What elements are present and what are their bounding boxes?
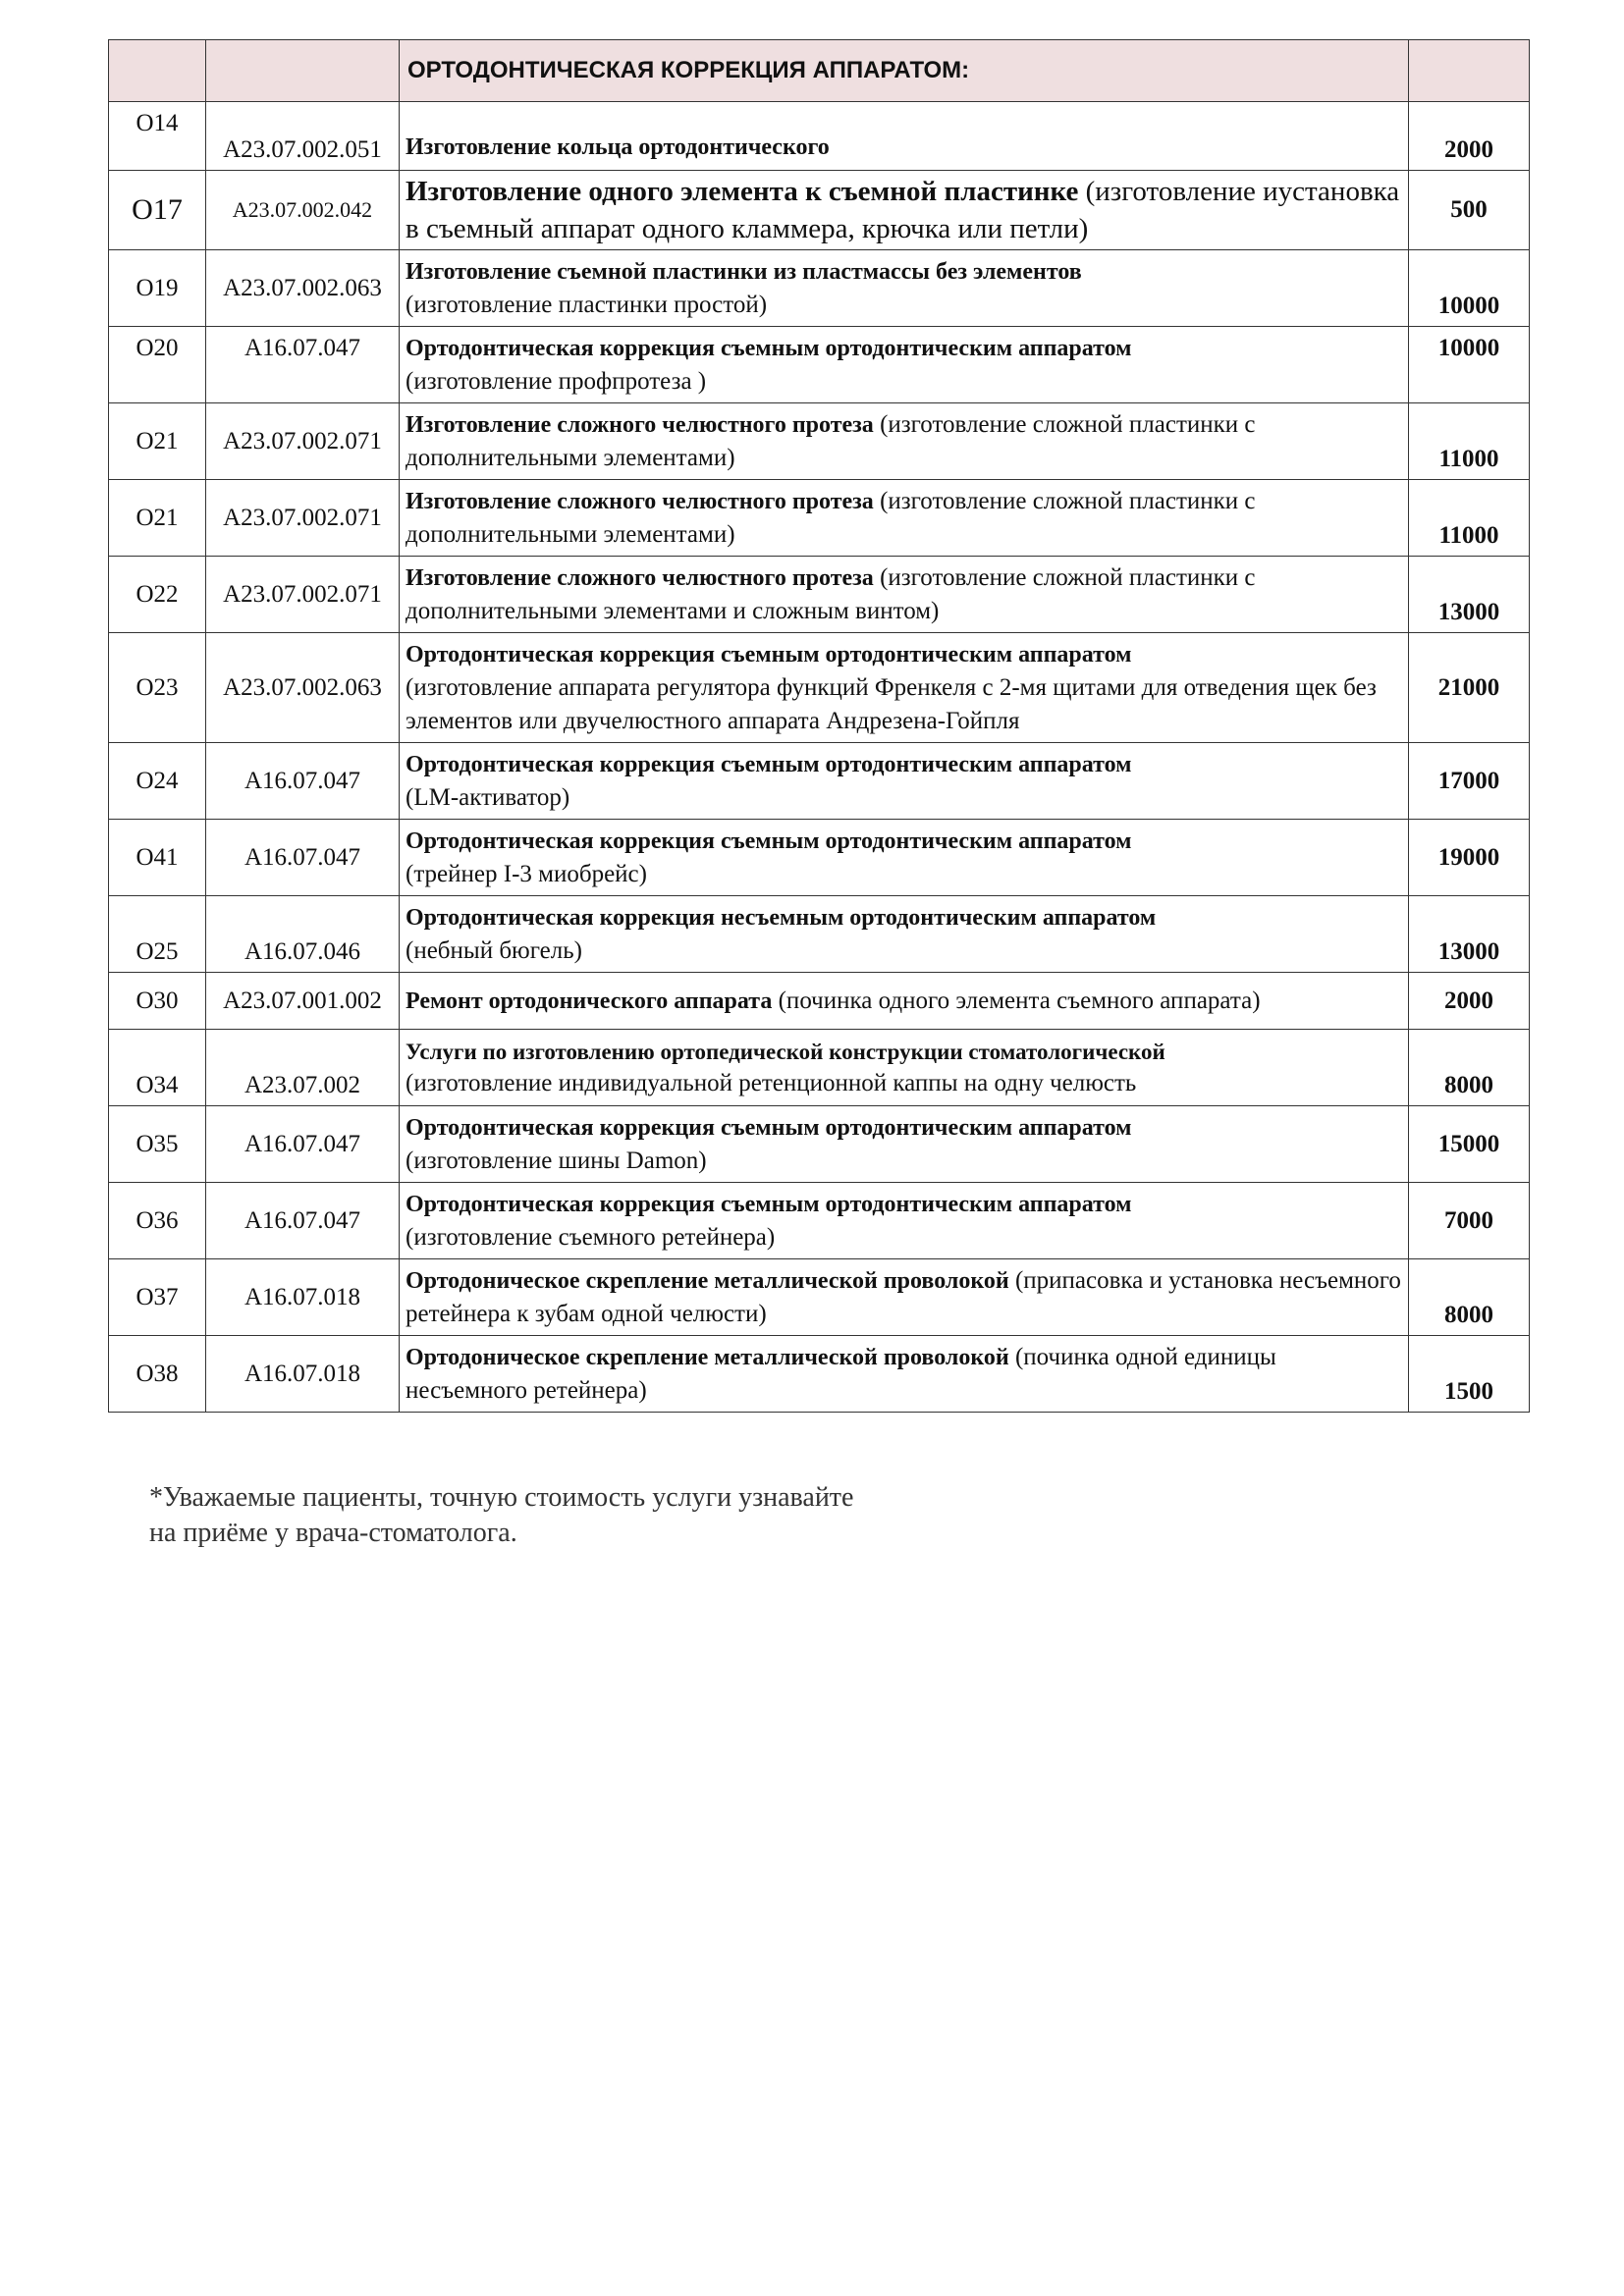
service-article: А23.07.002.071 — [206, 557, 400, 633]
service-price: 15000 — [1409, 1106, 1530, 1183]
service-price: 10000 — [1409, 327, 1530, 403]
service-title: Ортодонтическая коррекция съемным ортодонтическим аппаратом — [406, 1191, 1132, 1217]
table-row — [109, 973, 1530, 1030]
service-description — [400, 1336, 1409, 1413]
service-note: (изготовление иустановка в съемный аппарат одного кламмера, крючка или петли) — [406, 176, 1400, 244]
service-description — [400, 102, 1409, 171]
service-code: О17 — [109, 171, 206, 250]
service-title: Изготовление съемной пластинки из пластмассы без элементов — [406, 258, 1082, 285]
service-code: О21 — [109, 480, 206, 557]
table-row — [109, 896, 1530, 973]
service-title: Ортодонтическая коррекция несъемным ортодонтическим аппаратом — [406, 904, 1157, 931]
service-title: Услуги по изготовлению ортопедической конструкции стоматологической — [406, 1040, 1165, 1064]
service-description — [400, 557, 1409, 633]
table-row — [109, 1336, 1530, 1413]
table-row — [109, 1106, 1530, 1183]
service-article: А23.07.002 — [206, 1030, 400, 1106]
footnote-line-2: на приёме у врача-стоматолога. — [149, 1518, 517, 1548]
table-row — [109, 820, 1530, 896]
service-article: А23.07.002.071 — [206, 480, 400, 557]
service-description — [400, 820, 1409, 896]
service-note: (изготовление индивидуальной ретенционной каппы на одну челюсть — [406, 1070, 1137, 1096]
service-note: (изготовление сложной пластинки с дополнительными элементами) — [406, 487, 1256, 548]
service-article: А16.07.047 — [206, 743, 400, 820]
table-row — [109, 1030, 1530, 1106]
service-code: О19 — [109, 250, 206, 327]
service-article: А16.07.047 — [206, 1106, 400, 1183]
service-note: (припасовка и установка несъемного ретейнера к зубам одной челюсти) — [406, 1266, 1401, 1327]
service-title: Изготовление одного элемента к съемной пластинке — [406, 176, 1079, 207]
service-note: (трейнер I-3 миобрейс) — [406, 860, 647, 887]
service-note: (починка одной единицы несъемного ретейнера) — [406, 1343, 1276, 1404]
table-row — [109, 633, 1530, 743]
service-title: Ортодоническое скрепление металлической проволокой — [406, 1267, 1009, 1294]
service-description — [400, 1183, 1409, 1259]
header-cell-code — [109, 40, 206, 102]
service-price: 17000 — [1409, 743, 1530, 820]
table-row — [109, 743, 1530, 820]
service-code: О37 — [109, 1259, 206, 1336]
footnote — [149, 1480, 853, 1551]
service-title: Изготовление сложного челюстного протеза — [406, 411, 874, 438]
service-price: 2000 — [1409, 973, 1530, 1030]
service-price: 2000 — [1409, 102, 1530, 171]
service-description — [400, 1259, 1409, 1336]
service-note: (изготовление шины Damon) — [406, 1147, 707, 1174]
service-article: А23.07.001.002 — [206, 973, 400, 1030]
service-note: (небный бюгель) — [406, 936, 582, 964]
service-note: (изготовление сложной пластинки с дополнительными элементами) — [406, 410, 1256, 471]
service-price: 19000 — [1409, 820, 1530, 896]
service-code: О14 — [109, 102, 206, 171]
service-price: 13000 — [1409, 896, 1530, 973]
service-description — [400, 403, 1409, 480]
service-article: А16.07.018 — [206, 1259, 400, 1336]
service-description — [400, 171, 1409, 250]
service-price: 8000 — [1409, 1030, 1530, 1106]
table-row — [109, 1259, 1530, 1336]
service-price: 7000 — [1409, 1183, 1530, 1259]
service-description — [400, 896, 1409, 973]
service-note: (починка одного элемента съемного аппарата) — [772, 987, 1261, 1014]
service-title: Ортодоническое скрепление металлической проволокой — [406, 1344, 1009, 1370]
service-article: А16.07.047 — [206, 820, 400, 896]
service-description — [400, 1106, 1409, 1183]
service-price: 11000 — [1409, 480, 1530, 557]
table-row — [109, 327, 1530, 403]
table-row — [109, 557, 1530, 633]
service-title: Изготовление сложного челюстного протеза — [406, 564, 874, 591]
service-article: А23.07.002.042 — [206, 171, 400, 250]
service-title: Ортодонтическая коррекция съемным ортодонтическим аппаратом — [406, 335, 1132, 361]
table-row — [109, 102, 1530, 171]
service-article: А23.07.002.063 — [206, 633, 400, 743]
service-code: О21 — [109, 403, 206, 480]
service-code: О24 — [109, 743, 206, 820]
service-note: (изготовление сложной пластинки с дополнительными элементами и сложным винтом) — [406, 563, 1256, 624]
service-article: А23.07.002.063 — [206, 250, 400, 327]
service-code: О22 — [109, 557, 206, 633]
service-article: А23.07.002.051 — [206, 102, 400, 171]
table-row — [109, 403, 1530, 480]
service-price: 13000 — [1409, 557, 1530, 633]
service-description — [400, 250, 1409, 327]
section-title: ОРТОДОНТИЧЕСКАЯ КОРРЕКЦИЯ АППАРАТОМ: — [400, 40, 1409, 102]
service-article: А16.07.047 — [206, 327, 400, 403]
table-row — [109, 250, 1530, 327]
service-note: (изготовление съемного ретейнера) — [406, 1223, 776, 1251]
service-code: О25 — [109, 896, 206, 973]
service-code: О36 — [109, 1183, 206, 1259]
service-code: О38 — [109, 1336, 206, 1413]
service-price: 21000 — [1409, 633, 1530, 743]
service-code: О34 — [109, 1030, 206, 1106]
service-price: 8000 — [1409, 1259, 1530, 1336]
service-title: Изготовление сложного челюстного протеза — [406, 488, 874, 514]
service-article: А16.07.047 — [206, 1183, 400, 1259]
service-title: Ортодонтическая коррекция съемным ортодонтическим аппаратом — [406, 751, 1132, 777]
table-header-row — [109, 40, 1530, 102]
service-description — [400, 480, 1409, 557]
service-description — [400, 1030, 1409, 1106]
service-article: А23.07.002.071 — [206, 403, 400, 480]
service-article: А16.07.046 — [206, 896, 400, 973]
table-row — [109, 171, 1530, 250]
service-title: Ремонт ортодонического аппарата — [406, 988, 773, 1014]
footnote-line-1: *Уважаемые пациенты, точную стоимость услуги узнавайте — [149, 1482, 854, 1513]
service-description — [400, 743, 1409, 820]
service-title: Ортодонтическая коррекция съемным ортодонтическим аппаратом — [406, 828, 1132, 854]
service-title: Изготовление кольца ортодонтического — [406, 134, 830, 160]
service-code: О35 — [109, 1106, 206, 1183]
service-price: 1500 — [1409, 1336, 1530, 1413]
service-article: А16.07.018 — [206, 1336, 400, 1413]
service-code: О30 — [109, 973, 206, 1030]
service-price: 10000 — [1409, 250, 1530, 327]
service-description — [400, 973, 1409, 1030]
header-cell-price — [1409, 40, 1530, 102]
service-code: О41 — [109, 820, 206, 896]
price-table — [108, 39, 1530, 1413]
service-price: 11000 — [1409, 403, 1530, 480]
service-code: О23 — [109, 633, 206, 743]
service-description — [400, 633, 1409, 743]
service-note: (изготовление пластинки простой) — [406, 291, 768, 318]
table-row — [109, 480, 1530, 557]
header-cell-article — [206, 40, 400, 102]
service-note: (изготовление аппарата регулятора функций Френкеля с 2-мя щитами для отведения щек без элементов или двучелюстного аппарата Андрезена-Гойпля — [406, 673, 1377, 734]
table-row — [109, 1183, 1530, 1259]
service-note: (LM-активатор) — [406, 783, 570, 811]
service-title: Ортодонтическая коррекция съемным ортодонтическим аппаратом — [406, 641, 1132, 667]
service-price: 500 — [1409, 171, 1530, 250]
service-code: О20 — [109, 327, 206, 403]
service-title: Ортодонтическая коррекция съемным ортодонтическим аппаратом — [406, 1114, 1132, 1141]
service-description — [400, 327, 1409, 403]
service-note: (изготовление профпротеза ) — [406, 367, 707, 395]
